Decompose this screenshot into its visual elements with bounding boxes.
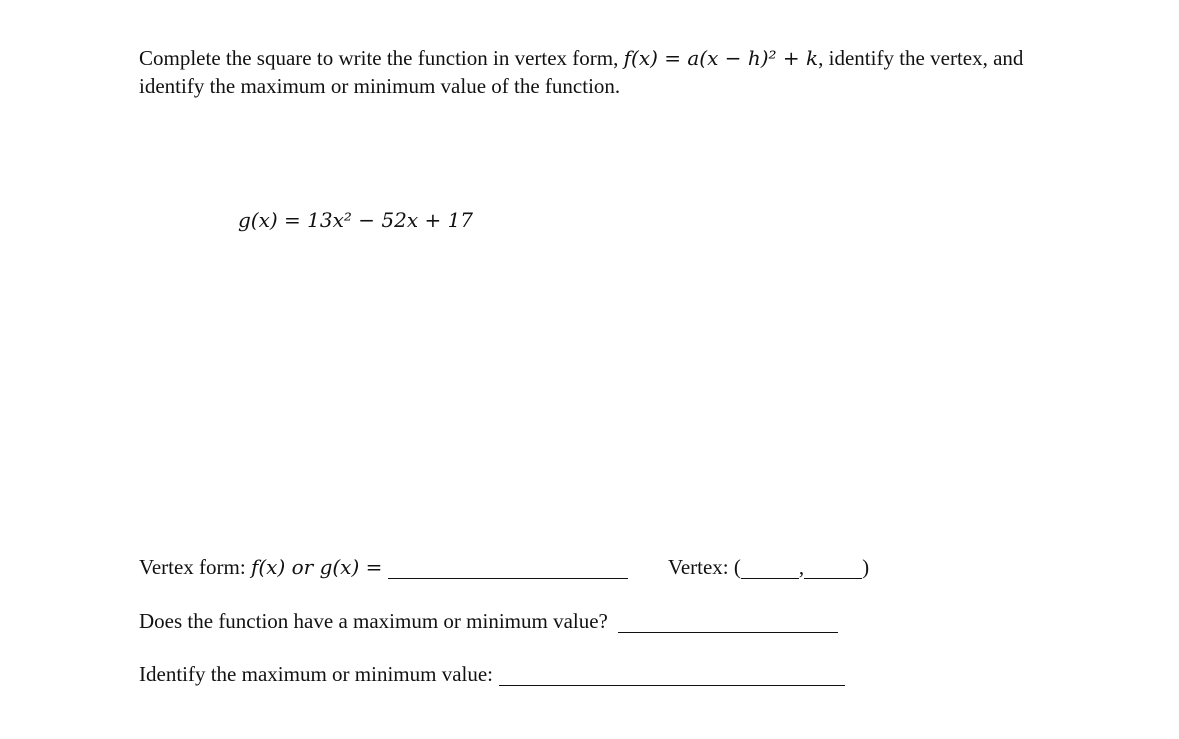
- vertex-form-blank[interactable]: [388, 556, 628, 579]
- vertex-form-expression: f(x) or g(x) =: [250, 555, 383, 579]
- function-equation: g(x) = 13x² − 52x + 17: [238, 208, 474, 232]
- value-row: [139, 660, 845, 688]
- vertex-form-formula: f(x) = a(x − h)² + k: [623, 46, 819, 70]
- instructions-part1: Complete the square to write the function in vertex form,: [139, 46, 624, 70]
- value-blank[interactable]: [499, 663, 845, 686]
- maxmin-question: Does the function have a maximum or minimum value?: [139, 609, 608, 633]
- vertex-close-paren: ): [862, 555, 870, 579]
- vertex-x-blank[interactable]: [741, 556, 799, 579]
- vertex-form-row: [139, 553, 628, 581]
- vertex-form-label: Vertex form:: [139, 555, 251, 579]
- value-prompt: Identify the maximum or minimum value:: [139, 662, 494, 686]
- vertex-label: Vertex: (: [668, 555, 741, 579]
- vertex-comma: ,: [798, 555, 805, 579]
- instructions-part2: , identify the vertex, and identify the maximum or minimum value of the function.: [139, 46, 1024, 98]
- instructions-text: [139, 44, 1039, 100]
- maxmin-row: [139, 607, 838, 635]
- maxmin-blank[interactable]: [618, 610, 838, 633]
- vertex-row: [668, 553, 869, 581]
- vertex-y-blank[interactable]: [804, 556, 862, 579]
